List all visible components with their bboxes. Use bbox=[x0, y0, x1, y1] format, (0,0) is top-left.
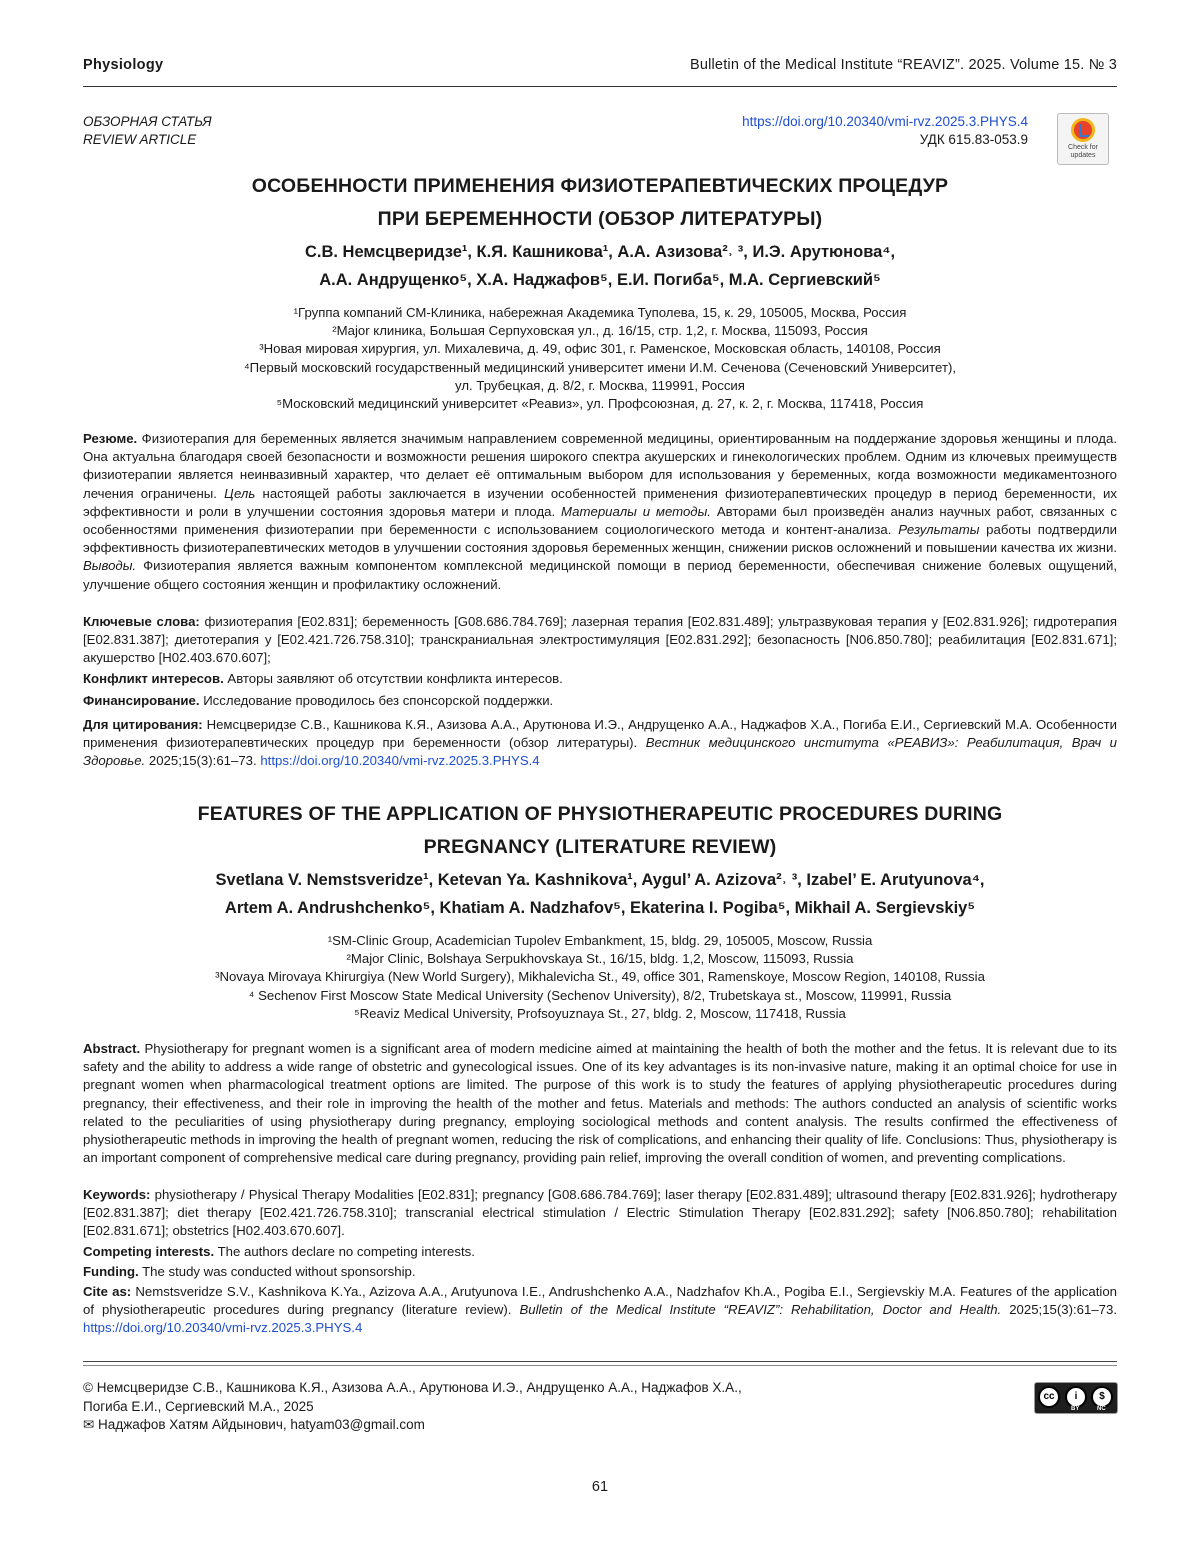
cite-ru-text: Немсцверидзе С.В., Кашникова К.Я., Азизова А.А., Арутюнова И.Э., Андрущенко А.А., Наджафов Х.А., Погиба Е.И., Сергиевский М.А. Особенности применения физиотерапевтических процедур при беременности (обзор литературы). bbox=[83, 717, 1117, 751]
copyright-line2: Погиба Е.И., Сергиевский М.А., 2025 bbox=[83, 1398, 314, 1414]
abstract-en bbox=[83, 1040, 1117, 1167]
affiliation-ru: ⁴Первый московский государственный медицинский университет имени И.М. Сеченова (Сеченовский Университет), bbox=[243, 359, 957, 375]
abstract-ru-p3: Авторами был произведён анализ научных работ, связанных с особенностями применения физиотерапии при беременности с использованием социологического метода и контент-анализа. bbox=[83, 503, 1117, 538]
cc-nc-icon: $ bbox=[1091, 1386, 1113, 1408]
affiliation-ru: ²Major клиника, Большая Серпуховская ул., д. 16/15, стр. 1,2, г. Москва, 115093, Россия bbox=[332, 323, 868, 339]
abstract-ru bbox=[83, 430, 1117, 594]
affiliation-en: ³Novaya Mirovaya Khirurgiya (New World Surgery), Mikhalevicha St., 49, office 301, Ramenskoye, Moscow Region, 140108, Russia bbox=[215, 969, 985, 985]
citation-ru bbox=[83, 716, 1117, 771]
article-meta bbox=[83, 113, 1117, 163]
footer-divider bbox=[83, 1361, 1117, 1362]
keywords-ru bbox=[83, 613, 1117, 668]
conflict-en-label: Competing interests. bbox=[83, 1244, 215, 1259]
cc-license-badge[interactable] bbox=[1034, 1382, 1118, 1414]
check-for-updates-badge[interactable] bbox=[1057, 113, 1109, 165]
authors-en-line2: Artem A. Andrushchenko⁵, Khatiam A. Nadzhafov⁵, Ekaterina I. Pogiba⁵, Mikhail A. Sergievskiy⁵ bbox=[224, 899, 976, 917]
cite-ru-tail: 2025;15(3):61–73. bbox=[148, 753, 257, 769]
abstract-ru-label: Резюме. bbox=[83, 431, 138, 446]
cite-en-tail: 2025;15(3):61–73. bbox=[1009, 1302, 1117, 1318]
conflict-ru-text: Авторы заявляют об отсутствии конфликта интересов. bbox=[227, 671, 563, 686]
keywords-en-label: Keywords: bbox=[83, 1187, 151, 1202]
affiliation-en: ²Major Clinic, Bolshaya Serpukhovskaya St., 16/15, bldg. 1,2, Moscow, 115093, Russia bbox=[346, 951, 854, 967]
copyright-line1: © Немсцверидзе С.В., Кашникова К.Я., Азизова А.А., Арутюнова И.Э., Андрущенко А.А., Наджафов Х.А., bbox=[83, 1380, 742, 1395]
affiliations-en bbox=[83, 932, 1117, 1023]
keywords-ru-text: физиотерапия [E02.831]; беременность [G08.686.784.769]; лазерная терапия [E02.831.489]; ультразвуковая терапия у [E02.831.926]; гидротерапия [E02.831.387]; диетотерапия у [E02.421.726.758.310]; транскраниальная электростимуляция [E02.831.292]; безопасность [N06.850.780]; реабилитация [E02.831.671]; акушерство [H02.403.670.607]; bbox=[83, 614, 1118, 666]
cite-ru-label: Для цитирования: bbox=[83, 717, 203, 732]
cc-by-icon: i bbox=[1065, 1386, 1087, 1408]
running-header bbox=[83, 56, 1117, 87]
affiliation-en: ⁵Reaviz Medical University, Profsoyuznaya St., 27, bldg. 2, Moscow, 117418, Russia bbox=[354, 1005, 846, 1021]
authors-en-line1: Svetlana V. Nemstsveridze¹, Ketevan Ya. Kashnikova¹, Aygul’ A. Azizova²˒ ³, Izabel’ E. Arutyunova⁴, bbox=[215, 871, 985, 889]
cite-en-doi-link[interactable]: https://doi.org/10.20340/vmi-rvz.2025.3.PHYS.4 bbox=[83, 1320, 363, 1336]
udk-code: УДК 615.83-053.9 bbox=[919, 132, 1028, 147]
abstract-ru-p1: Физиотерапия для беременных является значимым направлением современной медицины, ориентированным на поддержание здоровья женщины и плода. Она актуальна благодаря своей безопасности и возможности решения широкого спектра акушерских и гинекологических проблем. Одним из ключевых преимуществ физиотерапии является неинвазивный характер, что делает её оптимальным выбором для использования у беременных, когда возможности медикаментозного лечения ограничены. bbox=[83, 431, 1117, 501]
abstract-en-label: Abstract. bbox=[83, 1041, 141, 1056]
keywords-en bbox=[83, 1186, 1117, 1241]
funding-en bbox=[83, 1263, 1117, 1281]
journal-name: Bulletin of the Medical Institute “REAVIZ”. 2025. Volume 15. № 3 bbox=[689, 57, 1117, 73]
conflict-ru bbox=[83, 670, 1117, 688]
footer-divider-thin bbox=[83, 1365, 1117, 1366]
check-updates-icon bbox=[1071, 118, 1095, 142]
article-type-en: REVIEW ARTICLE bbox=[83, 132, 197, 147]
authors-ru bbox=[83, 238, 1117, 294]
funding-en-label: Funding. bbox=[83, 1264, 139, 1279]
conflict-en bbox=[83, 1243, 1117, 1261]
abstract-ru-results-label: Результаты bbox=[898, 522, 980, 538]
affiliation-ru: ³Новая мировая хирургия, ул. Михалевича, д. 49, офис 301, г. Раменское, Московская область, 140108, Россия bbox=[259, 341, 941, 357]
conflict-ru-label: Конфликт интересов. bbox=[83, 671, 224, 686]
title-en-line1: FEATURES OF THE APPLICATION OF PHYSIOTHERAPEUTIC PROCEDURES DURING bbox=[197, 803, 1003, 825]
conflict-en-text: The authors declare no competing interests. bbox=[217, 1244, 475, 1259]
cc-icon: cc bbox=[1038, 1386, 1060, 1408]
title-en-line2: PREGNANCY (LITERATURE REVIEW) bbox=[423, 836, 777, 858]
funding-ru bbox=[83, 692, 1117, 710]
abstract-ru-methods-label: Материалы и методы. bbox=[561, 503, 711, 519]
page-number: 61 bbox=[591, 1479, 609, 1495]
affiliation-ru: ⁵Московский медицинский университет «Реавиз», ул. Профсоюзная, д. 27, к. 2, г. Москва, 117418, Россия bbox=[276, 396, 924, 412]
abstract-ru-p2: настоящей работы заключается в изучении особенностей применения физиотерапевтических процедур в период беременности, их эффективности и роли в улучшении состояния здоровья матери и плода. bbox=[83, 485, 1117, 519]
keywords-ru-label: Ключевые слова: bbox=[83, 614, 200, 629]
copyright-block bbox=[83, 1379, 843, 1435]
abstract-ru-aim-label: Цель bbox=[224, 485, 256, 501]
abstract-ru-p4: работы подтвердили эффективность физиотерапевтических методов в улучшении состояния здоровья беременных женщин, снижении рисков осложнений и повышении качества их жизни. bbox=[83, 522, 1117, 556]
funding-ru-label: Финансирование. bbox=[83, 693, 200, 708]
cite-en-label: Cite as: bbox=[83, 1284, 132, 1299]
affiliation-en: ¹SM-Clinic Group, Academician Tupolev Embankment, 15, bldg. 29, 105005, Moscow, Russia bbox=[327, 933, 873, 948]
affiliation-en: ⁴ Sechenov First Moscow State Medical University (Sechenov University), 8/2, Trubetskaya st., Moscow, 119991, Russia bbox=[248, 987, 952, 1003]
title-en bbox=[83, 798, 1117, 864]
cite-en-text: Nemstsveridze S.V., Kashnikova K.Ya., Azizova A.A., Arutyunova I.E., Andrushchenko A.A., Nadzhafov Kh.A., Pogiba E.I., Sergievskiy M.A. Features of the application of physiotherapeutic procedures during pregnancy (literature review). bbox=[83, 1284, 1117, 1318]
cite-ru-journal: Вестник медицинского института «РЕАВИЗ»: Реабилитация, Врач и Здоровье. bbox=[83, 735, 1117, 769]
badge-line1: Check for bbox=[1068, 144, 1098, 151]
affiliation-ru: ¹Группа компаний СМ-Клиника, набережная Академика Туполева, 15, к. 29, 105005, Москва, Россия bbox=[293, 305, 907, 320]
affiliations-ru bbox=[83, 304, 1117, 413]
authors-ru-line1: С.В. Немсцверидзе¹, К.Я. Кашникова¹, А.А. Азизова²˒ ³, И.Э. Арутюнова⁴, bbox=[304, 243, 896, 261]
cc-by-label: BY bbox=[1071, 1406, 1080, 1412]
funding-ru-text: Исследование проводилось без спонсорской поддержки. bbox=[203, 693, 554, 708]
article-type-ru: ОБЗОРНАЯ СТАТЬЯ bbox=[83, 114, 212, 129]
funding-en-text: The study was conducted without sponsorship. bbox=[142, 1264, 416, 1279]
abstract-ru-p5: Физиотерапия является важным компонентом комплексной медицинской помощи в период беременности, обеспечивая снижение болевых ощущений, улучшение общего состояния женщин и профилактику осложнений. bbox=[83, 558, 1117, 592]
doi-block bbox=[742, 113, 1028, 149]
title-ru-line1: ОСОБЕННОСТИ ПРИМЕНЕНИЯ ФИЗИОТЕРАПЕВТИЧЕСКИХ ПРОЦЕДУР bbox=[251, 175, 949, 197]
badge-line2: updates bbox=[1070, 152, 1096, 159]
title-ru-line2: ПРИ БЕРЕМЕННОСТИ (ОБЗОР ЛИТЕРАТУРЫ) bbox=[377, 208, 823, 230]
doi-link[interactable]: https://doi.org/10.20340/vmi-rvz.2025.3.PHYS.4 bbox=[742, 114, 1028, 129]
authors-ru-line2: А.А. Андрущенко⁵, Х.А. Наджафов⁵, Е.И. Погиба⁵, М.А. Сергиевский⁵ bbox=[319, 271, 881, 289]
affiliation-ru: ул. Трубецкая, д. 8/2, г. Москва, 119991, Россия bbox=[455, 377, 745, 393]
authors-en bbox=[83, 866, 1117, 922]
article-type bbox=[83, 113, 212, 149]
title-ru bbox=[83, 170, 1117, 236]
abstract-en-text: Physiotherapy for pregnant women is a significant area of modern medicine aimed at maintaining the health of both the mother and the fetus. It is relevant due to its safety and the ability to address a wide range of obstetric and gynecological issues. One of its key advantages is its non-invasive nature, making it an optimal choice for use in pregnant women when pharmacological treatment options are limited. The purpose of this work is to study the features of applying physiotherapeutic procedures during pregnancy, their effectiveness, and their role in improving the health of the mother and fetus. Materials and methods: The authors conducted an analysis of scientific works related to the peculiarities of using physiotherapy during pregnancy, employing sociological methods and content analysis. The results confirmed the effectiveness of physiotherapeutic methods in improving the health of pregnant women, reducing the risk of complications, and enhancing their quality of life. Conclusions: Thus, physiotherapy is an important component of comprehensive medical care during pregnancy, providing pain relief, improving the overall condition of women, and preventing complications. bbox=[83, 1041, 1117, 1166]
citation-en bbox=[83, 1283, 1117, 1338]
contact-email: ✉ Наджафов Хатям Айдынович, hatyam03@gmail.com bbox=[83, 1417, 425, 1432]
abstract-ru-concl-label: Выводы. bbox=[83, 558, 137, 574]
keywords-en-text: physiotherapy / Physical Therapy Modalities [E02.831]; pregnancy [G08.686.784.769]; laser therapy [E02.831.489]; ultrasound therapy [E02.831.926]; hydrotherapy [E02.831.387]; diet therapy [E02.421.726.758.310]; transcranial electrical stimulation / Electric Stimulation Therapy [E02.831.292]; safety [N06.850.780]; rehabilitation [E02.831.671]; obstetrics [H02.403.670.607]. bbox=[83, 1187, 1118, 1239]
cite-ru-doi-link[interactable]: https://doi.org/10.20340/vmi-rvz.2025.3.PHYS.4 bbox=[260, 753, 540, 769]
section-name: Physiology bbox=[83, 57, 164, 73]
cite-en-journal: Bulletin of the Medical Institute “REAVIZ”: Rehabilitation, Doctor and Health. bbox=[519, 1302, 1002, 1318]
cc-nc-label: NC bbox=[1097, 1406, 1106, 1412]
